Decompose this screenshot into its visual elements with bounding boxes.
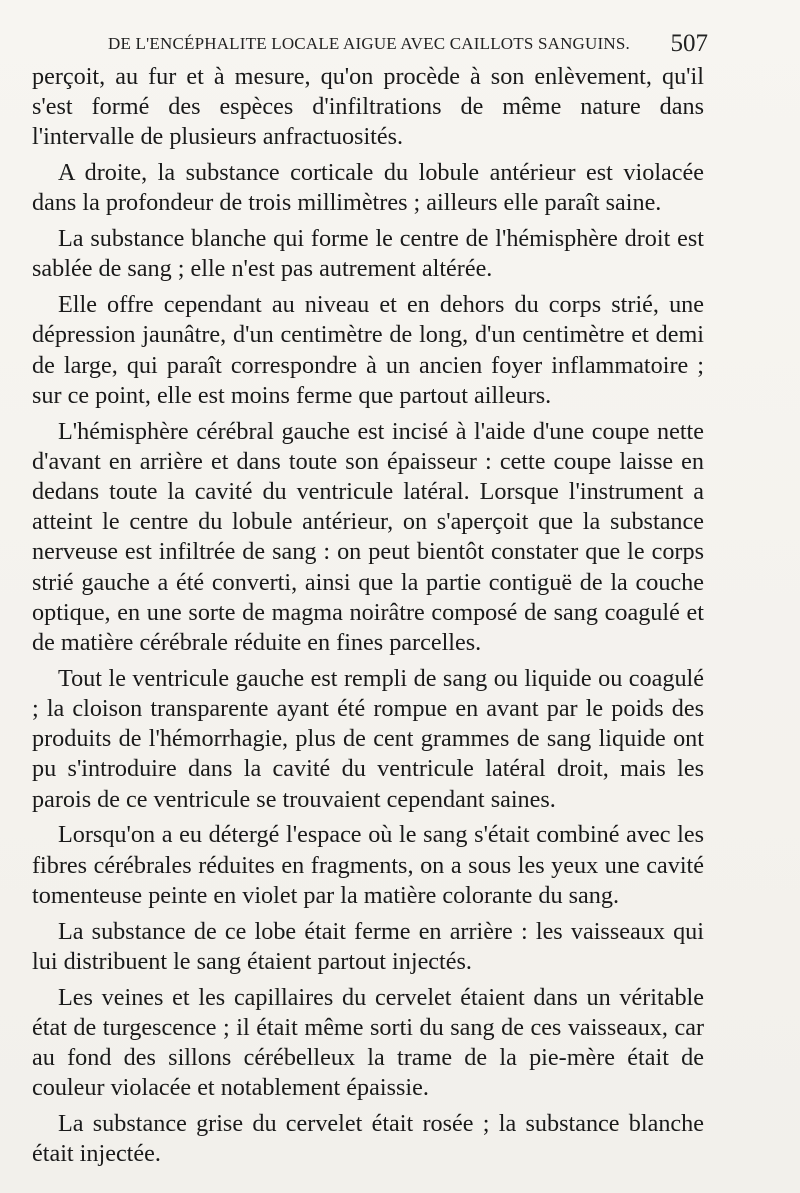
paragraph: La substance de ce lobe était ferme en arrière : les vaisseaux qui lui distribuent le sang étaient partout injectés. xyxy=(32,917,704,975)
page-number: 507 xyxy=(670,30,708,57)
paragraph: Elle offre cependant au niveau et en dehors du corps strié, une dépression jaunâtre, d'un centimètre de long, d'un centimètre et demi de large, qui paraît correspondre à un ancien foyer inflammatoire ; sur ce point, elle est moins ferme que partout ailleurs. xyxy=(32,291,704,409)
running-title: DE L'ENCÉPHALITE LOCALE AIGUE AVEC CAILLOTS SANGUINS. xyxy=(108,34,630,53)
paragraph: La substance blanche qui forme le centre de l'hémisphère droit est sablée de sang ; elle n'est pas autrement altérée. xyxy=(32,225,704,283)
paragraph: A droite, la substance corticale du lobule antérieur est violacée dans la profondeur de trois millimètres ; ailleurs elle paraît saine. xyxy=(32,159,704,217)
paragraph: L'hémisphère cérébral gauche est incisé à l'aide d'une coupe nette d'avant en arrière et dans toute son épaisseur : cette coupe laisse en dedans toute la cavité du ventricule latéral. Lorsque l'instrument a atteint le centre du lobule antérieur, on s'aperçoit que la substance nerveuse est infiltrée de sang : on peut bientôt constater que le corps strié gauche a été converti, ainsi que la partie contiguë de la couche optique, en une sorte de magma noirâtre composé de sang coagulé et de matière cérébrale réduite en fines parcelles. xyxy=(32,417,704,657)
paragraph: Les veines et les capillaires du cervelet étaient dans un véritable état de turgescence ; il était même sorti du sang de ces vaisseaux, car au fond des sillons cérébelleux la trame de la pie-mère était de couleur violacée et notablement épaissie. xyxy=(32,983,704,1102)
paragraph: perçoit, au fur et à mesure, qu'on procède à son enlèvement, qu'il s'est formé des espèces d'infiltrations de même nature dans l'intervalle de plusieurs anfractuosités. xyxy=(32,63,704,151)
paragraph: La substance grise du cervelet était rosée ; la substance blanche était injectée. xyxy=(32,1110,704,1168)
body-text xyxy=(32,62,704,1175)
paragraph: Tout le ventricule gauche est rempli de sang ou liquide ou coagulé ; la cloison transparente ayant été rompue en avant par le poids des produits de l'hémorrhagie, plus de cent grammes de sang liquide ont pu s'introduire dans la cavité du ventricule latéral droit, mais les parois de ce ventricule se trouvaient cependant saines. xyxy=(32,664,704,813)
paragraph: Lorsqu'on a eu détergé l'espace où le sang s'était combiné avec les fibres cérébrales réduites en fragments, on a sous les yeux une cavité tomenteuse peinte en violet par la matière colorante du sang. xyxy=(32,821,704,909)
